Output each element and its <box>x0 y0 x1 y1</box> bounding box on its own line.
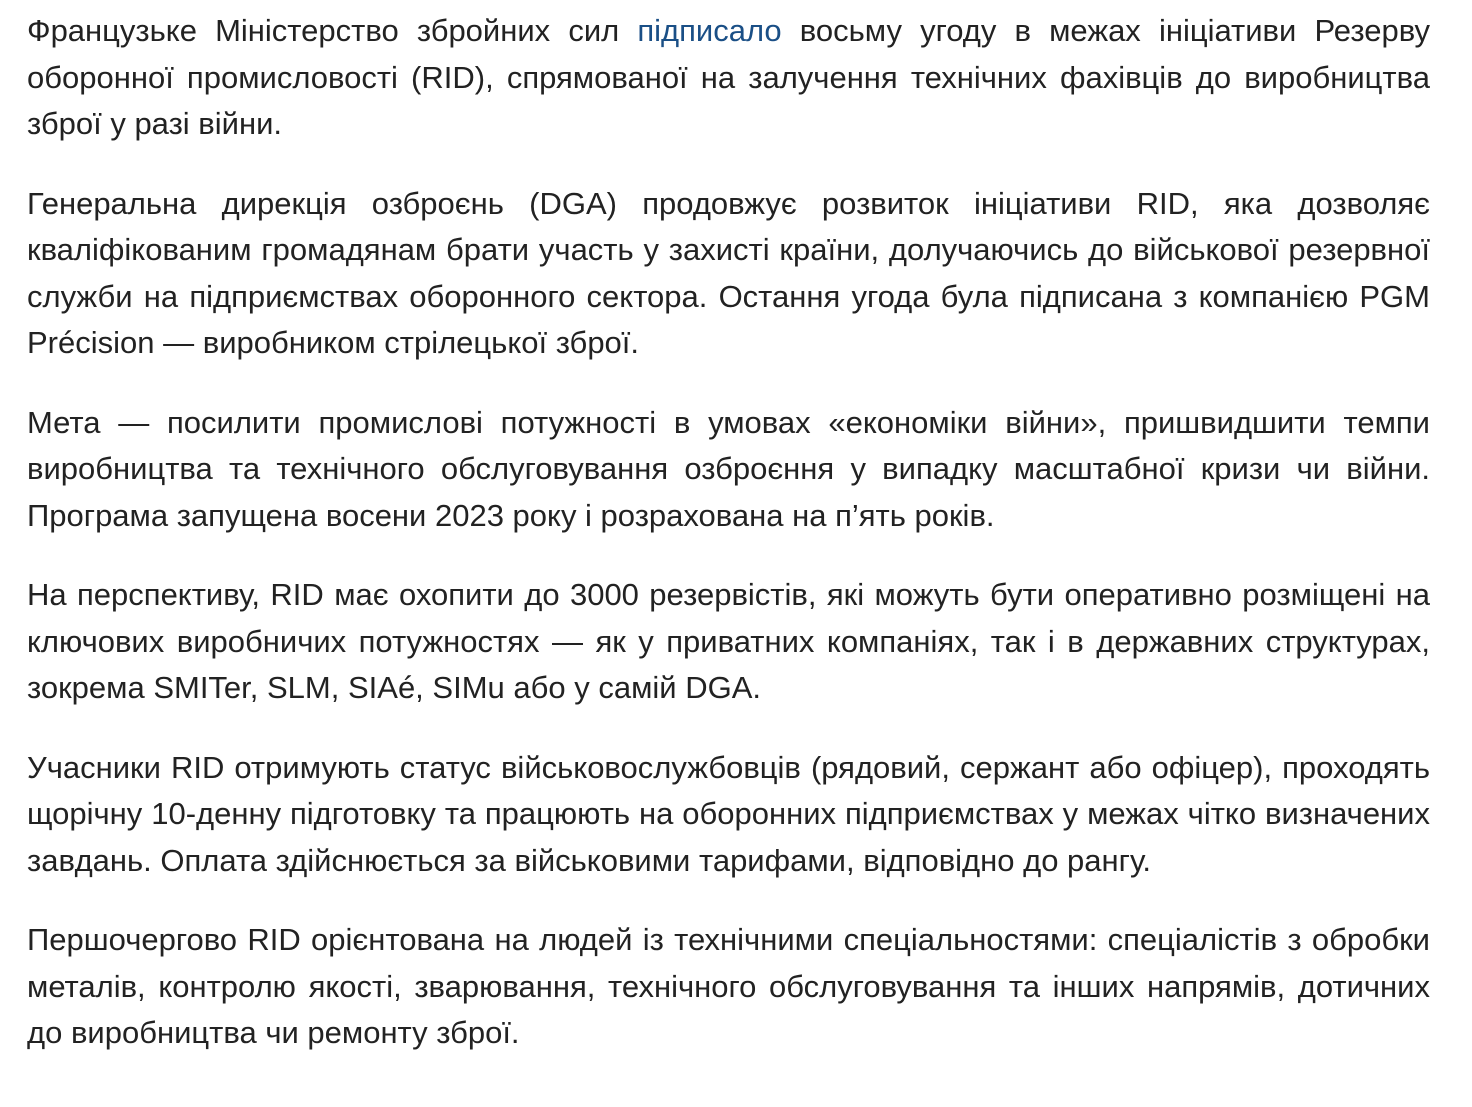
signed-link[interactable]: підписало <box>637 13 782 48</box>
paragraph-6: Першочергово RID орієнтована на людей із технічними спеціальностями: спеціалістів з обробки металів, контролю якості, зварювання, технічного обслуговування та інших напрямів, дотичних до виробництва чи ремонту зброї. <box>27 922 1430 1050</box>
paragraph-1-before: Французьке Міністерство збройних сил <box>27 13 638 48</box>
paragraph-2: Генеральна дирекція озброєнь (DGA) продовжує розвиток ініціативи RID, яка дозволяє кваліфікованим громадянам брати участь у захисті країни, долучаючись до військової резервної служби на підприємствах оборонного сектора. Остання угода була підписана з компанією PGM Précision — виробником стрілецької зброї. <box>27 185 1430 360</box>
paragraph-1-after: восьму угоду в межах ініціативи Резерву оборонної промисловості (RID), спрямованої на залучення технічних фахівців до виробництва зброї у разі війни. <box>27 13 1430 141</box>
paragraph-5: Учасники RID отримують статус військовослужбовців (рядовий, сержант або офіцер), проходять щорічну 10-денну підготовку та працюють на оборонних підприємствах у межах чітко визначених завдань. Оплата здійснюється за військовими тарифами, відповідно до рангу. <box>27 749 1430 878</box>
article-body <box>27 8 1430 1090</box>
paragraph-1 <box>27 8 1430 148</box>
paragraph-3: Мета — посилити промислові потужності в умовах «економіки війни», пришвидшити темпи виробництва та технічного обслуговування озброєння у випадку масштабної кризи чи війни. Програма запущена восени 2023 року і розрахована на п’ять років. <box>27 404 1430 533</box>
paragraph-4: На перспективу, RID має охопити до 3000 резервістів, які можуть бути оперативно розміщені на ключових виробничих потужностях — як у приватних компаніях, так і в державних структурах, зокрема SMITer, SLM, SIAé, SIMu або у самій DGA. <box>27 577 1430 705</box>
